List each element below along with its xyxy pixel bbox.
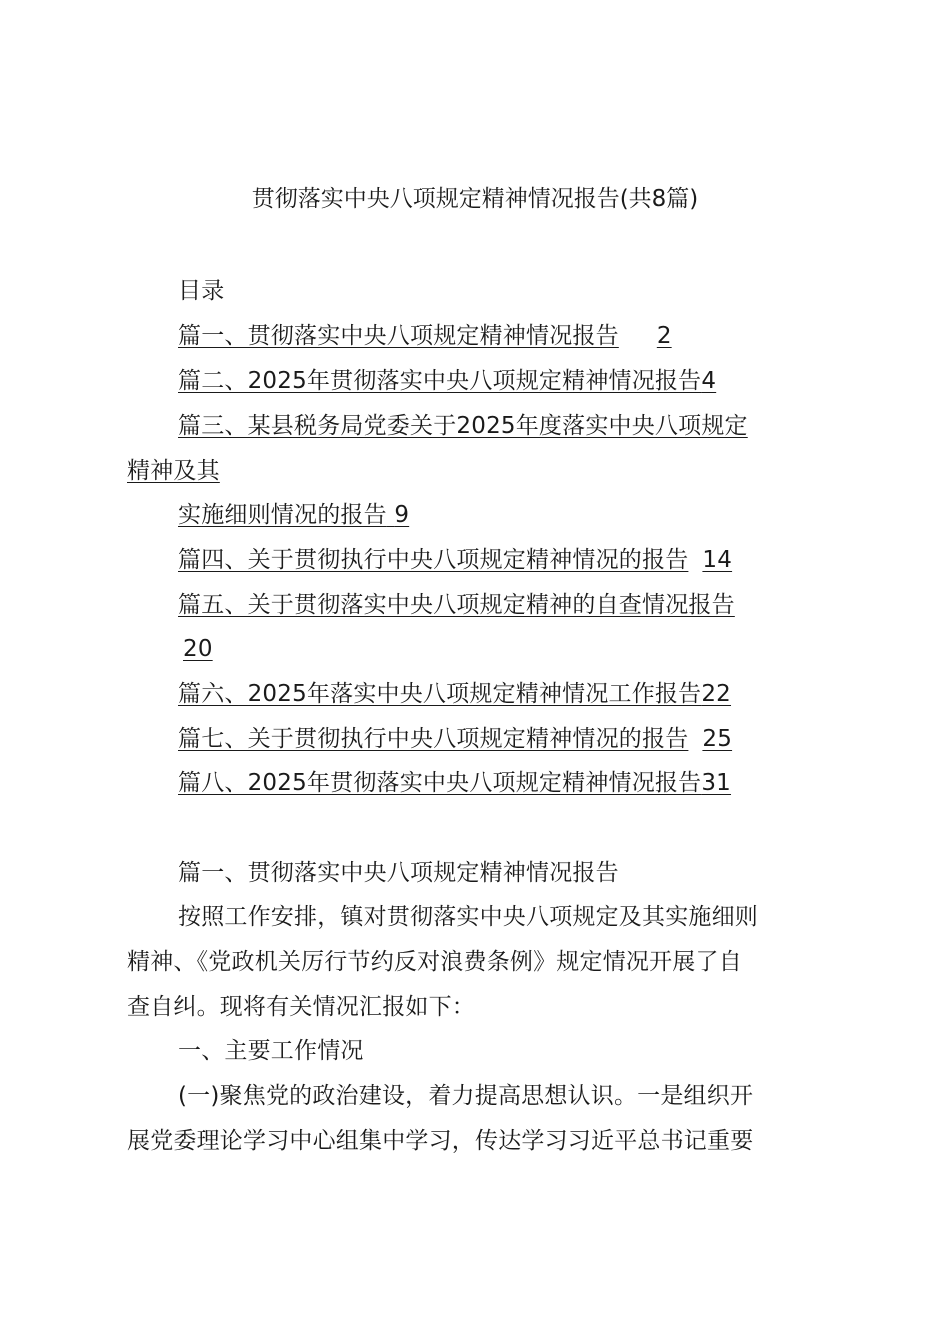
toc-item-2[interactable] xyxy=(178,366,716,396)
toc-item-5-line1[interactable] xyxy=(178,590,735,620)
toc-item-3-page: 9 xyxy=(394,502,410,528)
toc-item-1-link[interactable] xyxy=(178,323,672,349)
toc-item-3-line3[interactable] xyxy=(178,500,409,530)
toc-item-7-page: 25 xyxy=(702,726,733,752)
document-title: 贯彻落实中央八项规定精神情况报告(共8篇) xyxy=(251,186,699,212)
paragraph-2-line-2: 展党委理论学习中心组集中学习，传达学习习近平总书记重要 xyxy=(127,1128,754,1154)
toc-item-8[interactable] xyxy=(178,768,731,798)
heading-main-work: 一、主要工作情况 xyxy=(178,1038,364,1064)
toc-item-6-page: 22 xyxy=(701,681,732,707)
toc-item-3-link-line1[interactable]: 篇三、某县税务局党委关于2025年度落实中央八项规定 xyxy=(178,413,748,439)
toc-item-4-link[interactable] xyxy=(178,547,732,573)
toc-item-8-page: 31 xyxy=(701,770,732,796)
toc-item-6-label: 篇六、2025年落实中央八项规定精神情况工作报告 xyxy=(178,681,702,707)
toc-item-5-page-link[interactable] xyxy=(127,636,213,662)
toc-item-1-label: 篇一、贯彻落实中央八项规定精神情况报告 xyxy=(178,323,619,349)
paragraph-2-line-1: (一)聚焦党的政治建设，着力提高思想认识。一是组织开 xyxy=(178,1083,754,1109)
toc-item-1-page: 2 xyxy=(656,323,672,349)
toc-item-6[interactable] xyxy=(178,679,731,709)
toc-item-5-page: 20 xyxy=(183,636,213,662)
toc-item-6-link[interactable] xyxy=(178,681,731,707)
toc-item-3-link-line3[interactable] xyxy=(178,502,409,528)
toc-item-2-label: 篇二、2025年贯彻落实中央八项规定精神情况报告 xyxy=(178,368,702,394)
paragraph-1-line-2: 精神、《党政机关厉行节约反对浪费条例》规定情况开展了自 xyxy=(127,949,742,975)
toc-item-7-label: 篇七、关于贯彻执行中央八项规定精神情况的报告 xyxy=(178,726,689,752)
toc-item-1[interactable] xyxy=(178,321,672,351)
toc-item-7[interactable] xyxy=(178,724,732,754)
toc-item-5-line2[interactable] xyxy=(127,634,213,664)
toc-item-4-label: 篇四、关于贯彻执行中央八项规定精神情况的报告 xyxy=(178,547,689,573)
toc-item-5-link[interactable]: 篇五、关于贯彻落实中央八项规定精神的自查情况报告 xyxy=(178,592,735,618)
section-title: 篇一、贯彻落实中央八项规定精神情况报告 xyxy=(178,860,619,886)
toc-item-8-label: 篇八、2025年贯彻落实中央八项规定精神情况报告 xyxy=(178,770,702,796)
toc-heading: 目录 xyxy=(178,278,225,304)
paragraph-1-line-3: 查自纠。现将有关情况汇报如下： xyxy=(127,994,475,1020)
toc-item-3-link-line2[interactable]: 精神及其 xyxy=(127,458,220,484)
paragraph-1-line-1: 按照工作安排，镇对贯彻落实中央八项规定及其实施细则 xyxy=(178,904,758,930)
toc-item-3-line2[interactable] xyxy=(127,456,220,486)
toc-item-2-page: 4 xyxy=(701,368,717,394)
toc-item-3-label: 实施细则情况的报告 xyxy=(178,502,387,528)
toc-item-4[interactable] xyxy=(178,545,732,575)
toc-item-8-link[interactable] xyxy=(178,770,731,796)
toc-item-2-link[interactable] xyxy=(178,368,716,394)
toc-item-3-line1[interactable] xyxy=(178,411,748,441)
toc-item-4-page: 14 xyxy=(702,547,733,573)
toc-item-7-link[interactable] xyxy=(178,726,732,752)
